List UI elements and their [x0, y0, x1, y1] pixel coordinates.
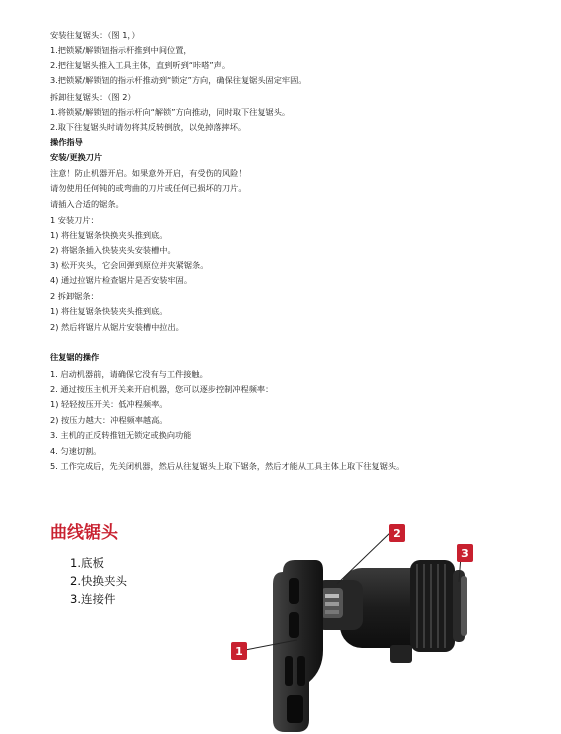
jigsaw-section-title: 曲线锯头: [50, 523, 118, 543]
svg-text:1: 1: [235, 645, 243, 658]
warning-line-2: 请勿使用任何钝的或弯曲的刀片或任何已损坏的刀片。: [50, 183, 247, 193]
warning-line-3: 请插入合适的锯条。: [50, 199, 124, 209]
blade-install-subheading: 安装/更换刀片: [50, 152, 103, 162]
remove-blade-title: 2 拆卸锯条：: [50, 291, 99, 301]
saw-operation-substep-2: 2) 按压力越大：冲程频率越高。: [50, 415, 168, 425]
install-blade-step-2: 2) 将锯条插入快装夹头安装槽中。: [50, 245, 176, 255]
part-label-connector: 3.连接件: [70, 592, 116, 606]
callout-1: [231, 642, 247, 660]
install-title: 安装往复锯头：（图 1，）: [50, 30, 140, 40]
saw-operation-step-4: 4. 匀速切割。: [50, 446, 102, 456]
svg-text:2: 2: [393, 527, 401, 540]
install-blade-step-3: 3) 松开夹头，它会回弹到原位并夹紧锯条。: [50, 260, 209, 270]
remove-title: 拆卸往复锯头：（图 2）: [50, 92, 136, 102]
warning-line-1: 注意！防止机器开启。如果意外开启，有受伤的风险！: [50, 168, 247, 178]
part-label-base-plate: 1.底板: [70, 556, 104, 570]
operation-guide-heading: 操作指导: [50, 137, 83, 147]
callout-3: [457, 544, 473, 562]
saw-operation-heading: 往复锯的操作: [50, 352, 100, 362]
callout-2: [389, 524, 405, 542]
install-blade-title: 1 安装刀片：: [50, 215, 99, 225]
remove-blade-step-1: 1) 将往复锯条快装夹头推到底。: [50, 306, 168, 316]
install-step-1: 1.把锁紧/解锁钮指示杆推到中间位置，: [50, 45, 192, 55]
jigsaw-head-illustration: [225, 520, 555, 734]
install-step-2: 2.把往复锯头推入工具主体，直到听到“咔嗒”声。: [50, 60, 231, 70]
remove-step-2: 2.取下往复锯头时请勿将其反转倒放，以免掉落摔坏。: [50, 122, 247, 132]
install-blade-step-4: 4) 通过拉锯片检查锯片是否安装牢固。: [50, 275, 193, 285]
install-blade-step-1: 1) 将往复锯条快换夹头推到底。: [50, 230, 168, 240]
saw-operation-step-3: 3. 主机的正反转推钮无锁定或换向功能: [50, 430, 192, 440]
saw-operation-step-2: 2. 通过按压主机开关来开启机器，您可以逐步控制冲程频率：: [50, 384, 274, 394]
svg-text:3: 3: [461, 547, 469, 560]
base-plate: [273, 560, 323, 732]
saw-operation-substep-1: 1) 轻轻按压开关：低冲程频率。: [50, 399, 168, 409]
part-label-quick-clamp: 2.快换夹头: [70, 574, 127, 588]
install-step-3: 3.把锁紧/解锁钮的指示杆推动到“锁定”方向，确保往复锯头固定牢固。: [50, 75, 307, 85]
remove-step-1: 1.将锁紧/解锁钮的指示杆向“解锁”方向推动，同时取下往复锯头。: [50, 107, 291, 117]
remove-blade-step-2: 2) 然后将锯片从锯片安装槽中拉出。: [50, 322, 184, 332]
saw-operation-step-1: 1. 启动机器前，请确保它没有与工件接触。: [50, 369, 208, 379]
saw-operation-step-5: 5. 工作完成后，先关闭机器，然后从往复锯头上取下锯条，然后才能从工具主体上取下往复锯头。: [50, 461, 405, 471]
